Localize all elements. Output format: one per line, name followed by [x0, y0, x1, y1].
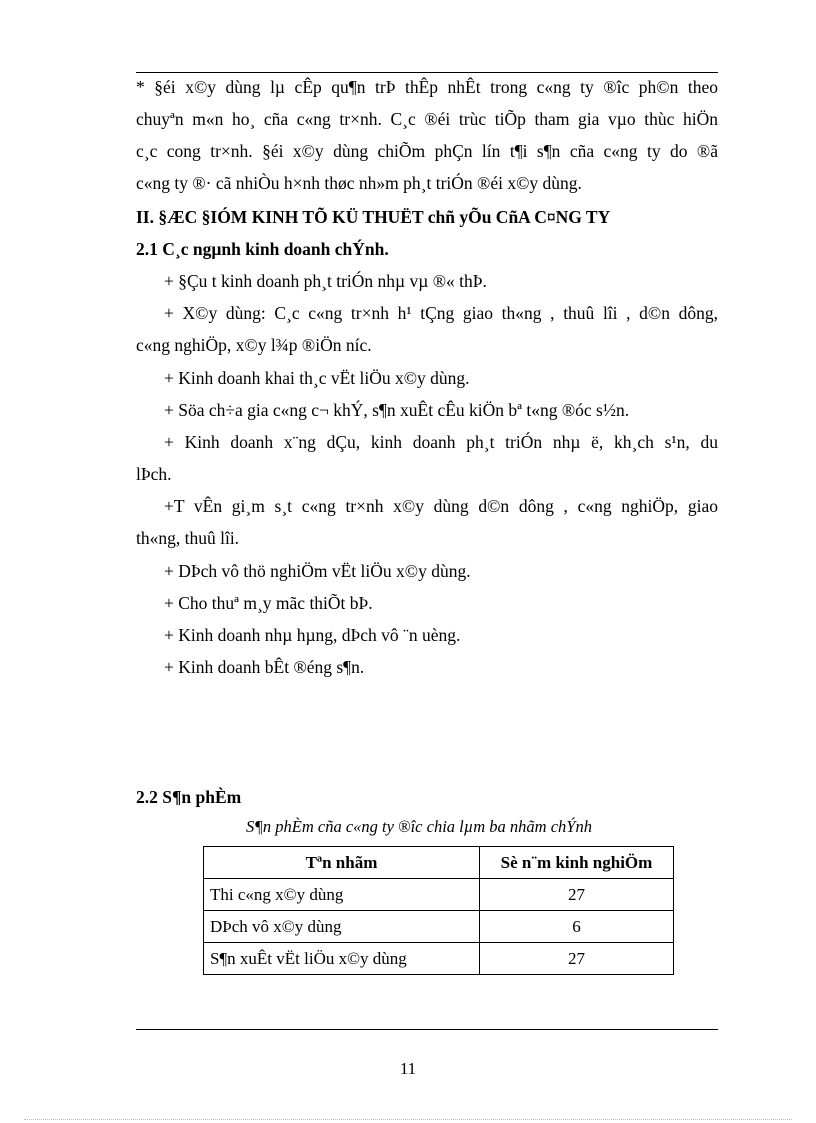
business-line-5: + Kinh doanh x¨ng dÇu, kinh doanh ph¸t triÓn nhµ ë, kh¸ch s¹n, du — [164, 432, 718, 452]
footer-rule — [136, 1029, 718, 1030]
cell-years: 27 — [480, 943, 674, 975]
intro-line-2: chuyªn m«n ho¸ cña c«ng tr×nh. C¸c ®éi trùc tiÕp tham gia vµo thùc hiÖn — [136, 109, 718, 129]
business-line-8: + Cho thuª m¸y mãc thiÕt bÞ. — [164, 593, 373, 613]
subheading-products: 2.2 S¶n phÈm — [136, 787, 242, 807]
cell-years: 6 — [480, 911, 674, 943]
table-row — [204, 943, 674, 975]
business-line-9: + Kinh doanh nhµ hµng, dÞch vô ¨n uèng. — [164, 625, 461, 645]
header-rule — [136, 72, 718, 73]
cell-group-name: DÞch vô x©y dùng — [204, 911, 480, 943]
business-line-5-cont: lÞch. — [136, 464, 172, 484]
business-line-4: + Söa ch÷a gia c«ng c¬ khÝ, s¶n xuÊt cÊu kiÖn bª t«ng ®óc s½n. — [164, 400, 630, 420]
table-row — [204, 879, 674, 911]
table-row — [204, 911, 674, 943]
business-line-1: + §Çu t kinh doanh ph¸t triÓn nhµ vµ ®« thÞ. — [164, 271, 487, 291]
business-line-6: +T vÊn gi¸m s¸t c«ng tr×nh x©y dùng d©n dông , c«ng nghiÖp, giao — [164, 496, 718, 516]
table-caption: S¶n phÈm cña c«ng ty ®îc chia lµm ba nhãm chÝnh — [246, 817, 592, 836]
cell-group-name: S¶n xuÊt vËt liÖu x©y dùng — [204, 943, 480, 975]
subheading-business-lines: 2.1 C¸c ngµnh kinh doanh chÝnh. — [136, 239, 389, 259]
business-line-2: + X©y dùng: C¸c c«ng tr×nh h¹ tÇng giao th«ng , thuû lîi , d©n dông, — [164, 303, 718, 323]
header-group-name: Tªn nhãm — [204, 847, 480, 879]
business-line-2-cont: c«ng nghiÖp, x©y l¾p ®iÖn níc. — [136, 335, 372, 355]
cell-group-name: Thi c«ng x©y dùng — [204, 879, 480, 911]
cell-years: 27 — [480, 879, 674, 911]
intro-line-4: c«ng ty ®· cã nhiÒu h×nh thøc nh»m ph¸t triÓn ®éi x©y dùng. — [136, 173, 582, 193]
intro-line-1: * §éi x©y dùng lµ cÊp qu¶n trÞ thÊp nhÊt trong c«ng ty ®îc ph©n theo — [136, 77, 718, 97]
section-heading: II. §ÆC §IÓM KINH TÕ KÜ THUËT chñ yÕu CñA C¤NG TY — [136, 207, 611, 227]
page-number: 11 — [399, 1059, 417, 1078]
header-years-experience: Sè n¨m kinh nghiÖm — [480, 847, 674, 879]
business-line-10: + Kinh doanh bÊt ®éng s¶n. — [164, 657, 365, 677]
table-header-row — [204, 847, 674, 879]
business-line-6-cont: th«ng, thuû lîi. — [136, 528, 240, 548]
product-groups-table — [203, 846, 674, 975]
intro-line-3: c¸c cong tr×nh. §éi x©y dùng chiÕm phÇn lín t¶i s¶n cña c«ng ty do ®ã — [136, 141, 718, 161]
business-line-3: + Kinh doanh khai th¸c vËt liÖu x©y dùng. — [164, 368, 470, 388]
page-edge-divider — [24, 1119, 792, 1120]
business-line-7: + DÞch vô thö nghiÖm vËt liÖu x©y dùng. — [164, 561, 471, 581]
